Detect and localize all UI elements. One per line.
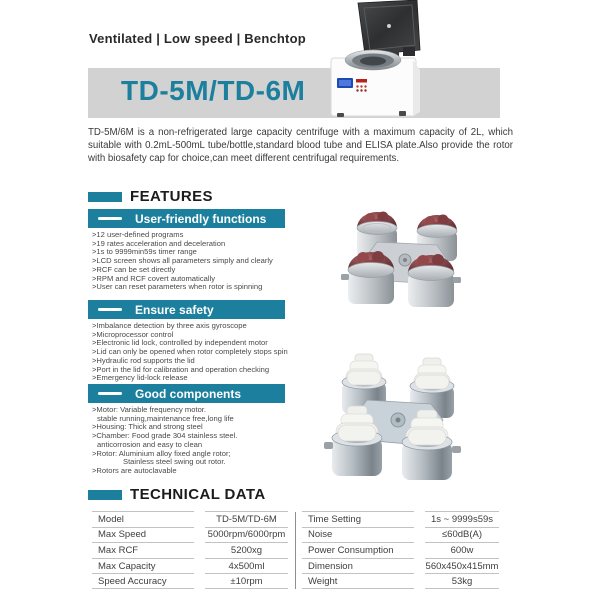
feature-item: >Hydraulic rod supports the lid bbox=[92, 355, 195, 365]
feature-section-title: Ensure safety bbox=[135, 302, 214, 317]
feature-item: >Imbalance detection by three axis gyroscope bbox=[92, 321, 247, 330]
spec-value: ≤60dB(A) bbox=[425, 527, 499, 543]
section-marker bbox=[88, 490, 122, 500]
feature-list-components bbox=[92, 406, 237, 476]
rotor-with-bottles-photo bbox=[315, 340, 483, 492]
feature-item: >RCF can be set directly bbox=[92, 264, 176, 274]
table-row bbox=[92, 542, 288, 558]
spec-value: TD-5M/TD-6M bbox=[205, 511, 288, 527]
feature-section-title: User-friendly functions bbox=[135, 211, 267, 226]
spec-value: 560x450x415mm bbox=[425, 558, 499, 574]
table-row bbox=[302, 573, 499, 589]
spec-label: Power Consumption bbox=[302, 542, 414, 558]
feature-item: >Electronic lid lock, controlled by independent motor bbox=[92, 338, 268, 348]
spec-value: 4x500ml bbox=[205, 558, 288, 574]
table-row bbox=[302, 511, 499, 527]
panel-button bbox=[360, 89, 362, 91]
product-description: TD-5M/6M is a non-refrigerated large capacity centrifuge with a maximum capacity of 2L, which suitable with 0.2mL-500mL tube/bottle,standard blood tube and ELISA plate.Also provide the rotor with biosafety cap for choice,can meet different centrifugal requirements. bbox=[88, 127, 513, 165]
spec-label: Max Speed bbox=[92, 527, 194, 543]
spec-label: Time Setting bbox=[302, 511, 414, 527]
features-heading: FEATURES bbox=[88, 188, 213, 205]
table-row bbox=[92, 511, 288, 527]
spec-value: 5200xg bbox=[205, 542, 288, 558]
banner-dash-icon bbox=[98, 392, 122, 395]
table-divider bbox=[295, 512, 296, 589]
centrifuge-photo bbox=[325, 0, 425, 130]
lid-hinge bbox=[403, 47, 415, 56]
spec-label: Speed Accuracy bbox=[92, 573, 194, 589]
panel-button bbox=[360, 85, 362, 87]
feature-item: >LCD screen shows all parameters simply and clearly bbox=[92, 256, 273, 266]
led-readout bbox=[356, 79, 367, 83]
panel-button bbox=[364, 85, 366, 87]
feature-list-safety bbox=[92, 322, 288, 383]
feature-item: >1s to 9999min59s timer range bbox=[92, 247, 197, 257]
feature-item: >Motor: Variable frequency motor. bbox=[92, 405, 207, 414]
feature-item: >Emergency lid-lock release bbox=[92, 373, 188, 383]
table-row bbox=[92, 558, 288, 574]
feature-item: >Microprocessor control bbox=[92, 329, 174, 339]
model-title-banner bbox=[88, 68, 500, 118]
spec-label: Max Capacity bbox=[92, 558, 194, 574]
rotor-bucket bbox=[408, 254, 461, 307]
panel-button bbox=[364, 89, 366, 91]
banner-dash-icon bbox=[98, 217, 122, 220]
technical-table-left bbox=[92, 511, 288, 589]
feature-item: >Lid can only be opened when rotor completely stops spin bbox=[92, 347, 288, 357]
feature-section-banner bbox=[88, 209, 285, 228]
table-row bbox=[302, 542, 499, 558]
spec-value: ±10rpm bbox=[205, 573, 288, 589]
feature-item: >User can reset parameters when rotor is spinning bbox=[92, 282, 263, 292]
feature-list-user-friendly bbox=[92, 231, 273, 292]
model-title: TD-5M/TD-6M bbox=[121, 75, 306, 106]
feature-section-title: Good components bbox=[135, 386, 241, 401]
spec-label: Dimension bbox=[302, 558, 414, 574]
feature-item: >19 rates acceleration and deceleration bbox=[92, 238, 226, 248]
feature-item: >Rotors are autoclavable bbox=[92, 465, 177, 475]
feature-item: >Rotor: Aluminium alloy fixed angle rotor; bbox=[92, 448, 231, 458]
feature-item: >Chamber: Food grade 304 stainless steel. bbox=[92, 431, 238, 441]
panel-button bbox=[356, 85, 358, 87]
spec-label: Noise bbox=[302, 527, 414, 543]
feature-item: anticorrosion and easy to clean bbox=[97, 439, 203, 449]
panel-button bbox=[356, 89, 358, 91]
feature-item: >Port in the lid for calibration and operation checking bbox=[92, 364, 270, 374]
table-row bbox=[92, 527, 288, 543]
product-tagline: Ventilated | Low speed | Benchtop bbox=[89, 31, 306, 46]
banner-dash-icon bbox=[98, 308, 122, 311]
spec-label: Max RCF bbox=[92, 542, 194, 558]
feature-item: stable running,maintenance free,long life bbox=[97, 413, 234, 423]
table-row bbox=[92, 573, 288, 589]
table-row bbox=[302, 527, 499, 543]
technical-data-heading: TECHNICAL DATA bbox=[88, 486, 266, 503]
spec-value: 600w bbox=[425, 542, 499, 558]
technical-table-right bbox=[302, 511, 499, 589]
spec-value: 53kg bbox=[425, 573, 499, 589]
rotor-with-biosafety-caps-photo bbox=[325, 198, 490, 330]
feature-section-banner bbox=[88, 384, 285, 403]
feature-item: Stainless steel swing out rotor. bbox=[123, 457, 226, 467]
rotor-bucket bbox=[341, 251, 394, 304]
spec-value: 1s ~ 9999s59s bbox=[425, 511, 499, 527]
feature-item: >RPM and RCF covert automatically bbox=[92, 273, 216, 283]
spec-value: 5000rpm/6000rpm bbox=[205, 527, 288, 543]
spec-label: Model bbox=[92, 511, 194, 527]
feature-item: >12 user-defined programs bbox=[92, 230, 184, 239]
section-marker bbox=[88, 192, 122, 202]
table-row bbox=[302, 558, 499, 574]
spec-label: Weight bbox=[302, 573, 414, 589]
feature-section-banner bbox=[88, 300, 285, 319]
feature-item: >Housing: Thick and strong steel bbox=[92, 422, 203, 432]
